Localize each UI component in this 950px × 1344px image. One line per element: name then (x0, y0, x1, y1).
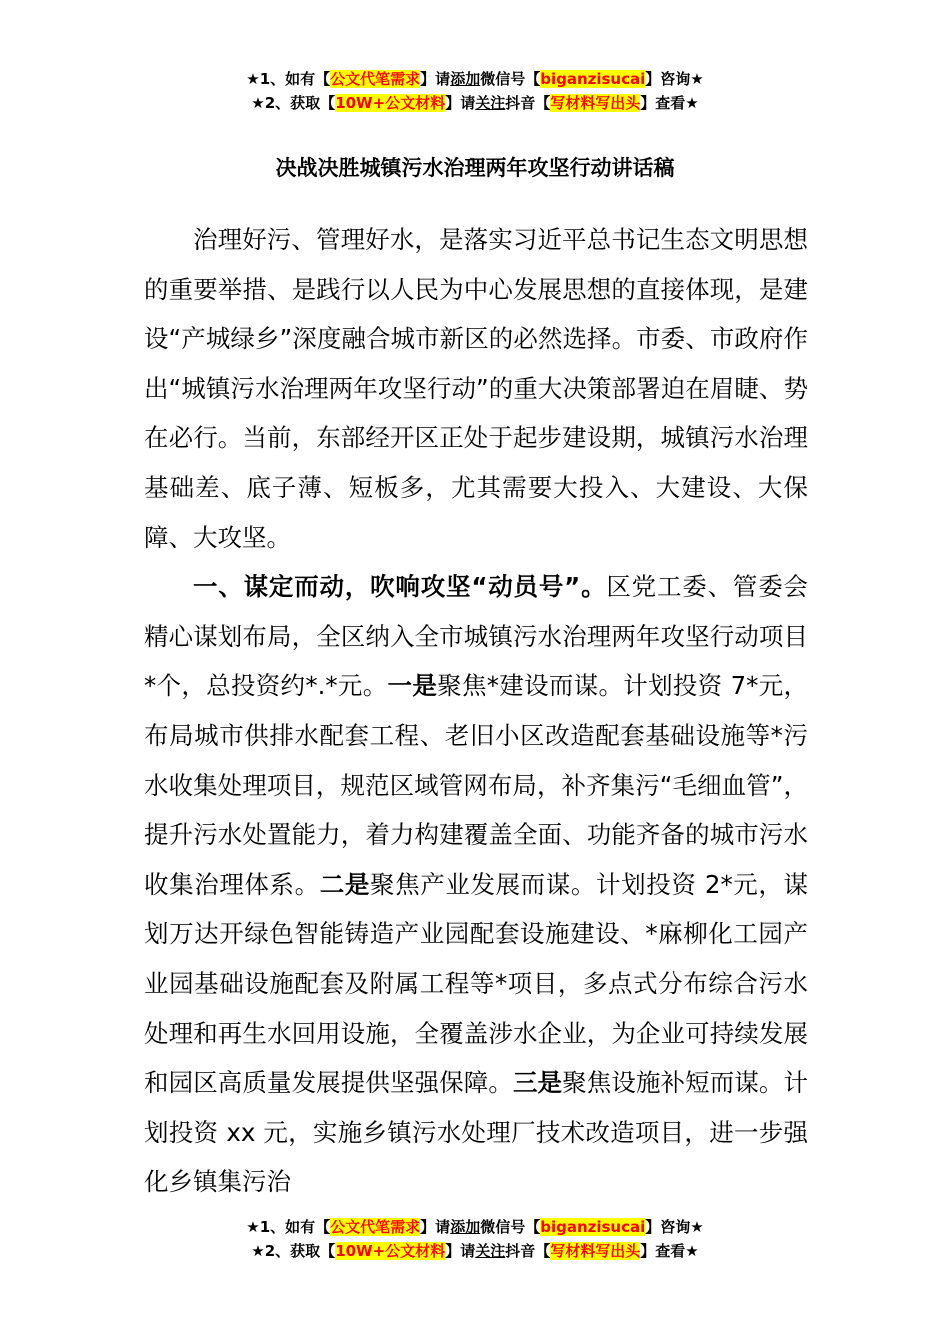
banner-highlight: 公文代笔需求 (330, 1218, 421, 1236)
banner-text: 】请 (445, 94, 476, 112)
banner-highlight: 10W+公文材料 (335, 94, 446, 112)
banner-text: 】查看★ (640, 94, 699, 112)
emphasis-label: 二是 (319, 869, 371, 899)
banner-text: ★1、如有【 (246, 1218, 331, 1236)
header-banner (0, 67, 950, 115)
paragraph-intro: 治理好污、管理好水，是落实习近平总书记生态文明思想的重要举措、是践行以人民为中心发展思想的直接体现，是建设“产城绿乡”深度融合城市新区的必然选择。市委、市政府作出“城镇污水治理两年攻坚行动”的重大决策部署迫在眉睫、势在必行。当前，东部经开区正处于起步建设期，城镇污水治理基础差、底子薄、短板多，尤其需要大投入、大建设、大保障、大攻坚。 (144, 225, 808, 552)
paragraph-text: 区党工委、管委会精心谋划布局，全区纳入全市城镇污水治理两年攻坚行动项目*个，总投资约*.*元。 (144, 572, 809, 701)
banner-underline: 关注 (475, 1242, 506, 1260)
emphasis-label: 三是 (512, 1068, 563, 1098)
banner-text: 抖音【 (505, 1242, 551, 1260)
section-heading: 一、谋定而动，吹响攻坚“动员号”。 (193, 572, 607, 602)
banner-line-2 (0, 1239, 950, 1263)
banner-highlight: 公文代笔需求 (330, 70, 421, 88)
banner-highlight: 10W+公文材料 (335, 1242, 446, 1260)
paragraph-text: 聚焦产业发展而谋。计划投资 2*元，谋划万达开绿色智能铸造产业园配套设施建设、*麻柳化工园产业园基础设施配套及附属工程等*项目，多点式分布综合污水处理和再生水回用设施，全覆盖涉水企业，为企业可持续发展和园区高质量发展提供坚强保障。 (144, 869, 809, 1098)
document-title: 决战决胜城镇污水治理两年攻坚行动讲话稿 (275, 156, 675, 180)
banner-highlight: 写材料写出头 (550, 94, 641, 112)
document-body (144, 215, 808, 1207)
banner-highlight: biganzisucai (540, 1218, 646, 1236)
banner-text: 】请 (445, 1242, 476, 1260)
emphasis-label: 一是 (387, 671, 438, 701)
paragraph-text: 聚焦设施补短而谋。计划投资 xx 元，实施乡镇污水处理厂技术改造项目，进一步强化乡镇集污治 (144, 1068, 809, 1197)
banner-text: ★2、获取【 (251, 94, 336, 112)
banner-text: 】请 (420, 1218, 451, 1236)
banner-underline: 关注 (475, 94, 506, 112)
banner-underline: 添加 (450, 1218, 481, 1236)
banner-text: 】咨询★ (645, 1218, 704, 1236)
banner-text: 】咨询★ (645, 70, 704, 88)
paragraph-text: 聚焦*建设而谋。计划投资 7*元，布局城市供排水配套工程、老旧小区改造配套基础设施等*污水收集处理项目，规范区域管网布局，补齐集污“毛细血管”，提升污水处置能力，着力构建覆盖全面、功能齐备的城市污水收集治理体系。 (144, 671, 809, 899)
banner-line-2 (0, 91, 950, 115)
banner-text: 微信号【 (480, 1218, 541, 1236)
banner-highlight: biganzisucai (540, 70, 646, 88)
banner-underline: 添加 (450, 70, 481, 88)
banner-line-1 (0, 67, 950, 91)
banner-text: ★1、如有【 (246, 70, 331, 88)
banner-line-1 (0, 1215, 950, 1239)
banner-text: 抖音【 (505, 94, 551, 112)
banner-text: 】请 (420, 70, 451, 88)
footer-banner (0, 1215, 950, 1263)
banner-text: 微信号【 (480, 70, 541, 88)
banner-text: ★2、获取【 (251, 1242, 336, 1260)
banner-text: 】查看★ (640, 1242, 699, 1260)
banner-highlight: 写材料写出头 (550, 1242, 641, 1260)
paragraph-section-1 (144, 562, 808, 1207)
